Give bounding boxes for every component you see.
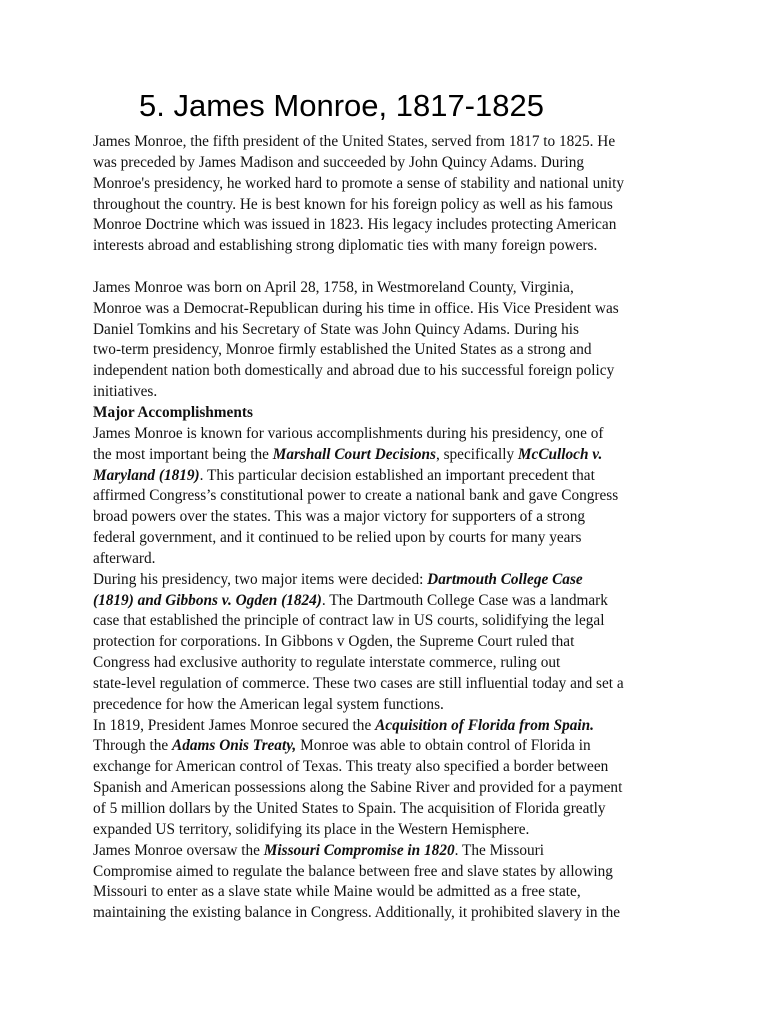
emphasis-dartmouth: Dartmouth College Case (427, 570, 583, 588)
text-line: Monroe's presidency, he worked hard to promote a sense of stability and national unity (93, 174, 625, 192)
section-heading: Major Accomplishments (93, 403, 253, 421)
text-line (93, 445, 683, 466)
text-line (93, 466, 683, 487)
emphasis-florida: Acquisition of Florida from Spain. (375, 716, 594, 734)
text-line: interests abroad and establishing strong diplomatic ties with many foreign powers. (93, 237, 598, 255)
text-line: initiatives. (93, 383, 158, 401)
page-title: 5. James Monroe, 1817-1825 (139, 88, 544, 123)
emphasis-adams-onis: Adams Onis Treaty, (172, 737, 297, 755)
biography-paragraph (93, 278, 683, 403)
emphasis-mcculloch: McCulloch v. (517, 445, 603, 463)
text-run: James Monroe oversaw the (93, 841, 264, 859)
text-run: the most important being the (93, 445, 273, 463)
text-line: Missouri to enter as a slave state while Maine would be admitted as a free state, (93, 883, 581, 901)
text-line: protection for corporations. In Gibbons v Ogden, the Supreme Court ruled that (93, 633, 575, 651)
text-line: precedence for how the American legal system functions. (93, 695, 444, 713)
text-line: case that established the principle of contract law in US courts, solidifying the legal (93, 612, 605, 630)
text-line (93, 736, 683, 757)
emphasis-maryland: Maryland (1819) (93, 466, 200, 484)
text-run: . The Missouri (454, 841, 545, 859)
text-line: Daniel Tomkins and his Secretary of State was John Quincy Adams. During his (93, 320, 579, 338)
intro-paragraph (93, 132, 683, 257)
text-line: independent nation both domestically and abroad due to his successful foreign policy (93, 362, 615, 380)
paragraph-spacer (93, 257, 683, 278)
text-run: . This particular decision established an important precedent that (199, 466, 595, 484)
text-line (93, 570, 683, 591)
marshall-court-paragraph (93, 424, 683, 570)
text-line: two-term presidency, Monroe firmly established the United States as a strong and (93, 341, 592, 359)
text-line: broad powers over the states. This was a major victory for supporters of a strong (93, 508, 586, 526)
text-line: Monroe Doctrine which was issued in 1823. His legacy includes protecting American (93, 216, 617, 234)
text-line (93, 591, 683, 612)
text-run: Through the (93, 737, 173, 755)
text-run: During his presidency, two major items were decided: (93, 570, 428, 588)
florida-paragraph (93, 716, 683, 841)
emphasis-gibbons: (1819) and Gibbons v. Ogden (1824) (93, 591, 322, 609)
text-run: In 1819, President James Monroe secured the (93, 716, 376, 734)
text-line: Congress had exclusive authority to regulate interstate commerce, ruling out (93, 654, 561, 672)
text-line: James Monroe was born on April 28, 1758, in Westmoreland County, Virginia, (93, 278, 574, 296)
text-line: Compromise aimed to regulate the balance between free and slave states by allowing (93, 862, 613, 880)
text-line: maintaining the existing balance in Congress. Additionally, it prohibited slavery in the (93, 904, 621, 922)
text-line: was preceded by James Madison and succeeded by John Quincy Adams. During (93, 153, 585, 171)
missouri-paragraph (93, 841, 683, 924)
court-cases-paragraph (93, 570, 683, 716)
text-run: . The Dartmouth College Case was a landmark (321, 591, 608, 609)
text-line: Monroe was a Democrat-Republican during his time in office. His Vice President was (93, 299, 619, 317)
text-line: James Monroe is known for various accomplishments during his presidency, one of (93, 424, 604, 442)
text-line: affirmed Congress’s constitutional power to create a national bank and gave Congress (93, 487, 619, 505)
text-line: throughout the country. He is best known for his foreign policy as well as his famous (93, 195, 613, 213)
text-line: expanded US territory, solidifying its place in the Western Hemisphere. (93, 820, 530, 838)
text-line: state-level regulation of commerce. These two cases are still influential today and set a (93, 674, 624, 692)
text-line: of 5 million dollars by the United States to Spain. The acquisition of Florida greatly (93, 800, 606, 817)
text-line: Spanish and American possessions along the Sabine River and provided for a payment (93, 779, 623, 797)
text-run: Monroe was able to obtain control of Florida in (296, 737, 591, 755)
text-line: afterward. (93, 549, 156, 567)
document-body (93, 132, 683, 924)
text-line: federal government, and it continued to be relied upon by courts for many years (93, 529, 582, 547)
text-line (93, 716, 683, 737)
emphasis-missouri: Missouri Compromise in 1820 (263, 841, 455, 859)
text-run: , specifically (435, 445, 518, 463)
emphasis-marshall-court: Marshall Court Decisions (272, 445, 436, 463)
text-line: James Monroe, the fifth president of the United States, served from 1817 to 1825. He (93, 133, 616, 150)
text-line: exchange for American control of Texas. This treaty also specified a border between (93, 758, 609, 776)
text-line (93, 841, 683, 862)
